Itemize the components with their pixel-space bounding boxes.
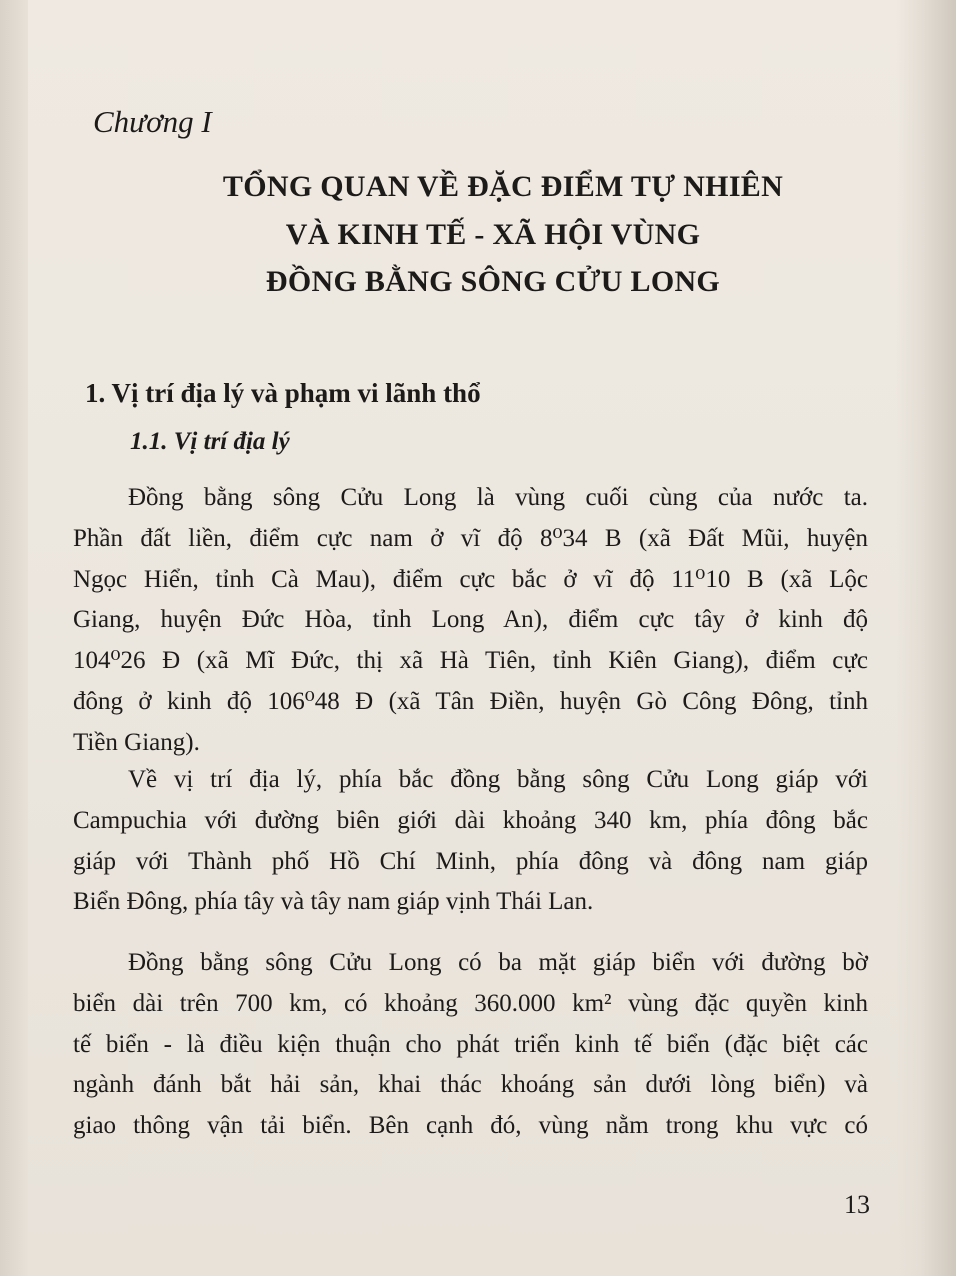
paragraph-line: tế biển - là điều kiện thuận cho phát triển kinh tế biển (đặc biệt các	[73, 1030, 868, 1058]
paragraph-line: Đồng bằng sông Cửu Long có ba mặt giáp biển với đường bờ	[128, 949, 868, 976]
paragraph-line: ngành đánh bắt hải sản, khai thác khoáng sản dưới lòng biển) và	[73, 1071, 868, 1099]
chapter-label: Chương I	[93, 104, 212, 139]
paragraph-line: Ngọc Hiển, tỉnh Cà Mau), điểm cực bắc ở vĩ độ 11⁰10 B (xã Lộc	[73, 565, 868, 593]
paragraph-line: 104⁰26 Đ (xã Mĩ Đức, thị xã Hà Tiên, tỉnh Kiên Giang), điểm cực	[73, 647, 868, 675]
paragraph-line: giao thông vận tải biển. Bên cạnh đó, vùng nằm trong khu vực có	[73, 1112, 868, 1140]
paragraph-line: đông ở kinh độ 106⁰48 Đ (xã Tân Điền, huyện Gò Công Đông, tỉnh	[73, 687, 868, 715]
page-number: 13	[844, 1190, 870, 1219]
paragraph-line: Tiền Giang).	[73, 728, 200, 756]
paragraph-location-coordinates	[73, 478, 868, 764]
chapter-title-line-2: VÀ KINH TẾ - XÃ HỘI VÙNG	[285, 218, 701, 251]
chapter-title-line-1: TỔNG QUAN VỀ ĐẶC ĐIỂM TỰ NHIÊN	[222, 170, 784, 203]
chapter-title-line-3: ĐỒNG BẰNG SÔNG CỬU LONG	[265, 265, 721, 298]
paragraph-line: Biển Đông, phía tây và tây nam giáp vịnh Thái Lan.	[73, 888, 594, 916]
paragraph-line: Phần đất liền, điểm cực nam ở vĩ độ 8⁰34 B (xã Đất Mũi, huyện	[73, 524, 868, 552]
paragraph-coastline	[73, 943, 868, 1147]
paragraph-line: Campuchia với đường biên giới dài khoảng 340 km, phía đông bắc	[73, 806, 868, 834]
paragraph-line: giáp với Thành phố Hồ Chí Minh, phía đông và đông nam giáp	[73, 847, 868, 875]
section-heading: 1. Vị trí địa lý và phạm vi lãnh thổ	[85, 378, 481, 408]
paragraph-line: Giang, huyện Đức Hòa, tỉnh Long An), điểm cực tây ở kinh độ	[73, 606, 868, 634]
paragraph-borders	[73, 760, 868, 923]
paragraph-line: Về vị trí địa lý, phía bắc đồng bằng sông Cửu Long giáp với	[128, 766, 868, 793]
subsection-heading: 1.1. Vị trí địa lý	[130, 428, 290, 455]
paragraph-line: Đồng bằng sông Cửu Long là vùng cuối cùng của nước ta.	[128, 484, 868, 511]
paragraph-line: biển dài trên 700 km, có khoảng 360.000 km² vùng đặc quyền kinh	[73, 989, 868, 1017]
